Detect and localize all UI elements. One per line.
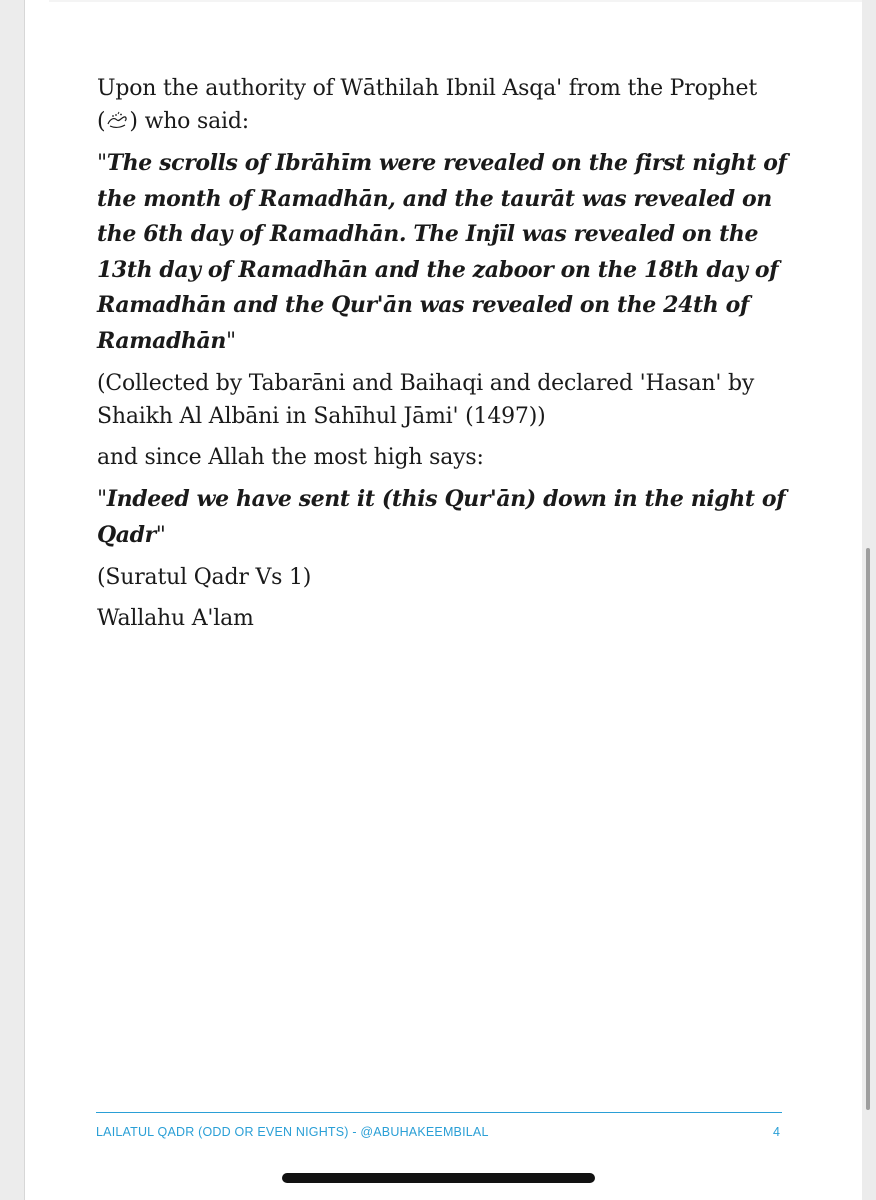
quran-citation: (Suratul Qadr Vs 1) <box>97 565 312 590</box>
footer-title: LAILATUL QADR (ODD OR EVEN NIGHTS) - @ABUHAKEEMBILAL <box>96 1125 489 1139</box>
intro-who-said: ) who said: <box>129 109 249 134</box>
footer-divider <box>96 1112 782 1113</box>
transition-text: and since Allah the most high says: <box>97 445 484 470</box>
closing-text: Wallahu A'lam <box>97 606 254 631</box>
page-content <box>97 72 797 643</box>
hadith-quote-close-mark: " <box>226 328 236 354</box>
intro-line-1: Upon the authority of Wāthilah Ibnil Asqa' from the Prophet <box>97 76 757 101</box>
page-top-edge <box>49 0 876 2</box>
hadith-quote-text: The scrolls of Ibrāhīm were revealed on the first night of the month of Ramadhān, and the taurāt was revealed on the 6th day of Ramadhān. The Injīl was revealed on the 13th day of Ramadhān and the zaboor on the 18th day of Ramadhān and the Qur'ān was revealed on the 24th of Ramadhān <box>97 150 787 354</box>
salawat-icon <box>105 108 129 128</box>
hadith-quote-open-mark: " <box>97 151 107 176</box>
quran-quote-open-mark: " <box>97 487 107 512</box>
home-indicator[interactable] <box>282 1173 595 1183</box>
hadith-citation: (Collected by Tabarāni and Baihaqi and declared 'Hasan' by Shaikh Al Albāni in Sahīhul Jāmi' (1497)) <box>97 371 755 429</box>
quran-quote-close-mark: " <box>155 522 166 548</box>
document-page <box>24 0 864 1200</box>
quran-quote <box>97 482 797 553</box>
page-number: 4 <box>773 1125 780 1139</box>
intro-paragraph <box>97 72 797 138</box>
hadith-quote <box>97 146 797 359</box>
scrollbar-thumb[interactable] <box>866 548 870 1110</box>
intro-open-paren: ( <box>97 109 106 134</box>
quran-quote-text: Indeed we have sent it (this Qur'ān) down in the night of Qadr <box>97 486 786 548</box>
